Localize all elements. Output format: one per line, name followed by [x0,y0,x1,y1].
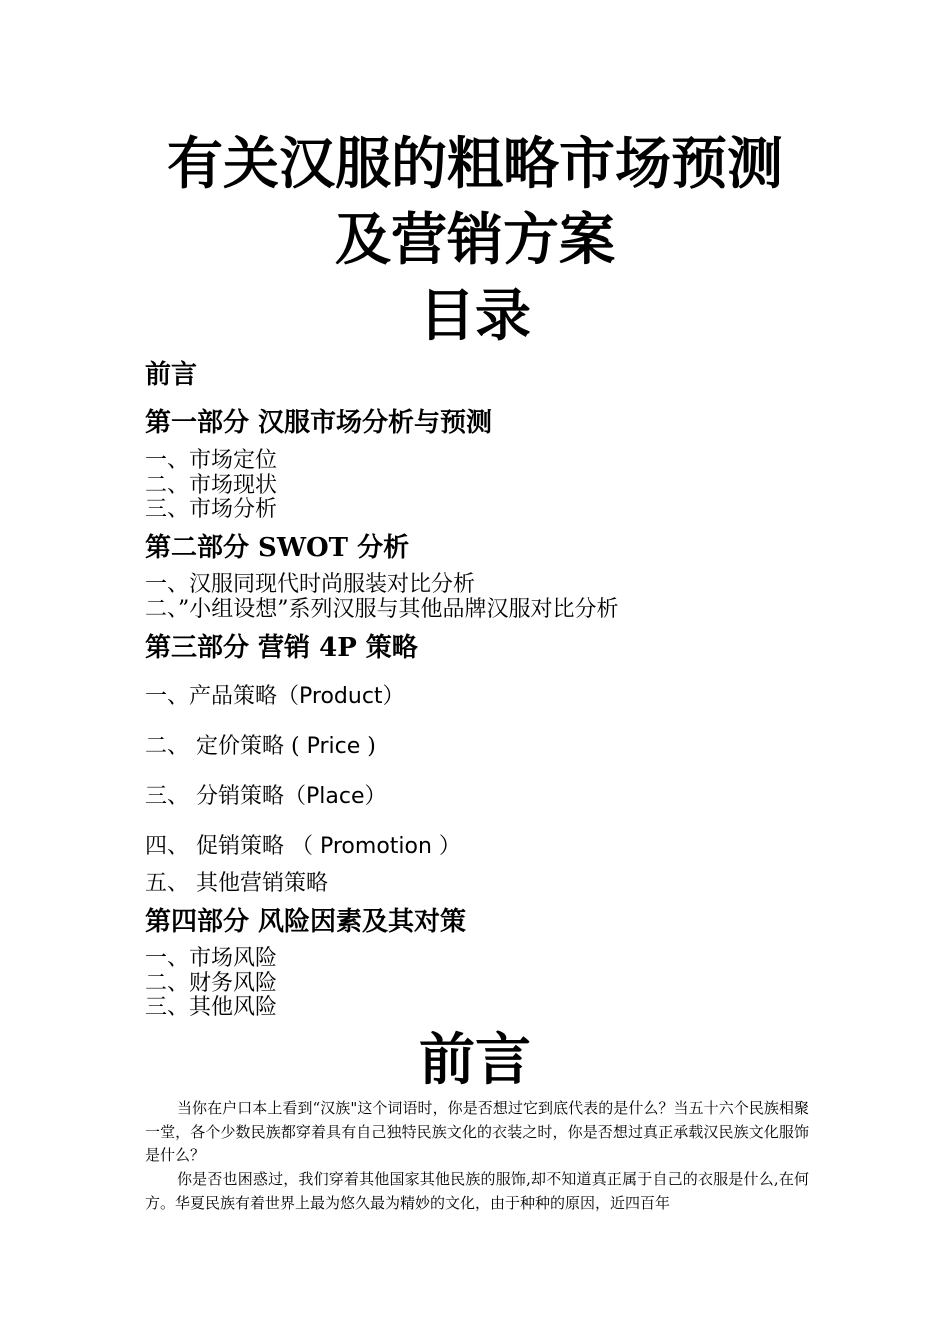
toc-part3-item: 五、 其他营销策略 [145,871,328,896]
toc-part2-item: 二、”小组设想”系列汉服与其他品牌汉服对比分析 [145,597,619,622]
toc-part2-heading: 第二部分 SWOT 分析 [145,533,410,563]
toc-part3-item: 四、 促销策略 （ Promotion ） [145,834,461,859]
toc-part4-item: 二、财务风险 [145,971,278,996]
toc-part3-heading: 第三部分 营销 4P 策略 [145,633,418,663]
toc-part4-item: 一、市场风险 [145,946,278,971]
toc-part2-item: 一、汉服同现代时尚服装对比分析 [145,572,476,597]
document-title-line2: 及营销方案 [335,207,615,273]
toc-preface: 前言 [145,360,198,390]
toc-part3-item: 二、 定价策略 ( Price ) [145,734,376,759]
toc-part4-heading: 第四部分 风险因素及其对策 [145,907,467,937]
toc-part1-heading: 第一部分 汉服市场分析与预测 [145,408,493,438]
toc-part4-item: 三、其他风险 [145,995,278,1020]
preface-paragraph: 你是否也困惑过，我们穿着其他国家其他民族的服饰,却不知道真正属于自己的衣服是什么,在何方。华夏民族有着世界上最为悠久最为精妙的文化，由于种种的原因，近四百年 [145,1170,809,1212]
toc-part1-item: 三、市场分析 [145,497,278,522]
preface-heading: 前言 [419,1027,531,1093]
toc-part3-item: 一、产品策略（Product） [145,684,405,709]
toc-part1-item: 二、市场现状 [145,473,278,498]
toc-part1-item: 一、市场定位 [145,448,278,473]
toc-heading: 目录 [419,283,531,349]
preface-paragraph: 当你在户口本上看到“汉族"这个词语时，你是否想过它到底代表的是什么？当五十六个民族相聚一堂，各个少数民族都穿着具有自己独特民族文化的衣装之时，你是否想过真正承载汉民族文化服饰是什么？ [145,1099,809,1164]
document-title-line1: 有关汉服的粗略市场预测 [167,131,783,197]
toc-part3-item: 三、 分销策略（Place） [145,784,387,809]
